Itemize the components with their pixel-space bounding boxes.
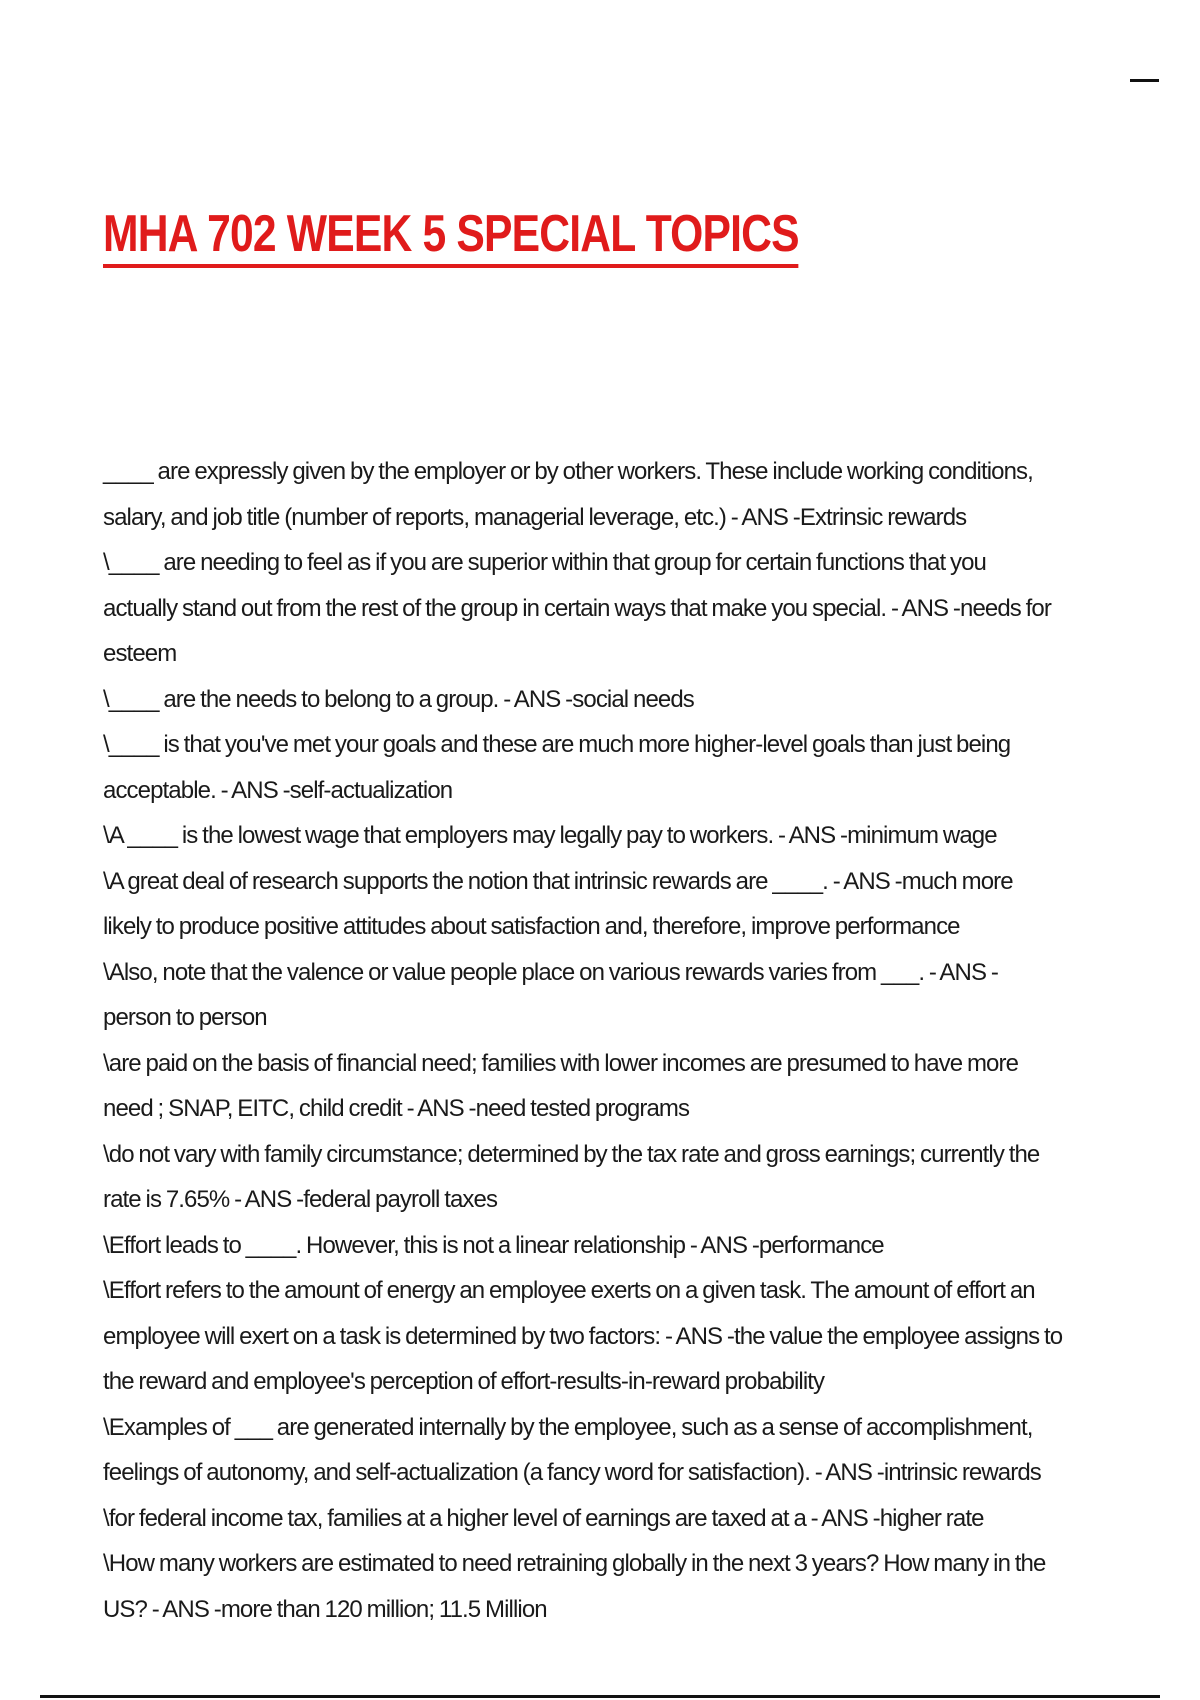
document-page <box>103 204 1063 1623</box>
qa-item <box>103 1132 1063 1223</box>
qa-answer: higher rate <box>879 1504 984 1532</box>
qa-item <box>103 449 1063 540</box>
qa-item <box>103 677 1063 723</box>
qa-answer-marker: - ANS - <box>401 1095 476 1122</box>
qa-question: \for federal income tax, families at a higher level of earnings are taxed at a <box>103 1504 806 1532</box>
qa-answer-marker: - ANS - <box>229 1186 304 1213</box>
qa-answer: need tested programs <box>475 1095 690 1122</box>
qa-question: \Effort leads to ____. However, this is not a linear relationship <box>103 1231 686 1259</box>
qa-item <box>103 813 1063 859</box>
page-corner-dash <box>1130 79 1159 82</box>
qa-question: \Examples of ___ are generated internally by the employee, such as a sense of accomplishment, feelings of autonomy, and self-actualization (a fancy word for satisfaction). <box>103 1413 1033 1486</box>
qa-answer-marker: - ANS - <box>773 822 848 849</box>
document-title: MHA 702 WEEK 5 SPECIAL TOPICS <box>103 204 799 268</box>
qa-question: \____ are the needs to belong to a group. <box>103 685 499 713</box>
qa-answer-marker: - ANS - <box>147 1595 221 1623</box>
qa-question: \A ____ is the lowest wage that employers may legally pay to workers. <box>103 822 774 849</box>
qa-answer-marker: - ANS - <box>660 1322 734 1350</box>
qa-answer-marker: - ANS - <box>810 1459 884 1486</box>
qa-answer: Extrinsic rewards <box>799 503 967 531</box>
qa-answer-marker: - ANS - <box>215 776 290 804</box>
qa-answer-marker: - ANS - <box>827 867 902 895</box>
qa-item <box>103 1496 1063 1542</box>
qa-answer: person to person <box>103 1004 267 1031</box>
qa-answer-marker: - ANS - <box>685 1231 759 1259</box>
qa-answer-marker: - ANS - <box>886 594 960 622</box>
qa-item <box>103 1041 1063 1132</box>
qa-question: ____ are expressly given by the employer or by other workers. These include working conditions, salary, and job title (number of reports, managerial leverage, etc.) <box>103 458 1033 531</box>
qa-question: \are paid on the basis of financial need; families with lower incomes are presumed to have more need ; SNAP, EITC, child credit <box>103 1049 1019 1122</box>
qa-answer: needs for esteem <box>103 594 1051 667</box>
qa-answer: more than 120 million; 11.5 Million <box>220 1595 547 1623</box>
qa-item <box>103 722 1063 813</box>
page-bottom-rule <box>40 1695 1160 1698</box>
qa-question: \____ is that you've met your goals and these are much more higher-level goals than just being acceptable. <box>103 731 1011 804</box>
qa-answer: the value the employee assigns to the reward and employee's perception of effort-results-in-reward probability <box>103 1322 1063 1395</box>
qa-answer: federal payroll taxes <box>303 1186 498 1213</box>
qa-item <box>103 1223 1063 1269</box>
qa-item <box>103 859 1063 950</box>
qa-list <box>103 449 1063 1632</box>
qa-answer: self-actualization <box>289 776 453 804</box>
qa-item <box>103 1405 1063 1496</box>
qa-answer-marker: - ANS - <box>924 958 998 986</box>
qa-answer-marker: - ANS - <box>726 503 800 531</box>
qa-item <box>103 950 1063 1041</box>
qa-item <box>103 540 1063 677</box>
qa-item <box>103 1541 1063 1632</box>
qa-question: \A great deal of research supports the notion that intrinsic rewards are ____. <box>103 867 828 895</box>
qa-answer: minimum wage <box>847 822 997 849</box>
qa-answer: social needs <box>572 685 694 713</box>
qa-question: \How many workers are estimated to need retraining globally in the next 3 years? How many in the US? <box>103 1550 1046 1623</box>
qa-question: \____ are needing to feel as if you are superior within that group for certain functions that you actually stand out from the rest of the group in certain ways that make you special. <box>103 549 986 622</box>
qa-answer: performance <box>758 1231 884 1259</box>
qa-answer-marker: - ANS - <box>498 685 573 713</box>
qa-question: \Also, note that the valence or value people place on various rewards varies from ___. <box>103 958 925 986</box>
qa-answer-marker: - ANS - <box>805 1504 880 1532</box>
qa-question: \do not vary with family circumstance; determined by the tax rate and gross earnings; currently the rate is 7.65% <box>103 1140 1040 1213</box>
qa-question: \Effort refers to the amount of energy an employee exerts on a given task. The amount of effort an employee will exert on a task is determined by two factors: <box>103 1277 1035 1350</box>
qa-answer: intrinsic rewards <box>883 1459 1041 1486</box>
qa-item <box>103 1268 1063 1405</box>
qa-answer: much more likely to produce positive attitudes about satisfaction and, therefore, improve performance <box>103 867 1013 940</box>
